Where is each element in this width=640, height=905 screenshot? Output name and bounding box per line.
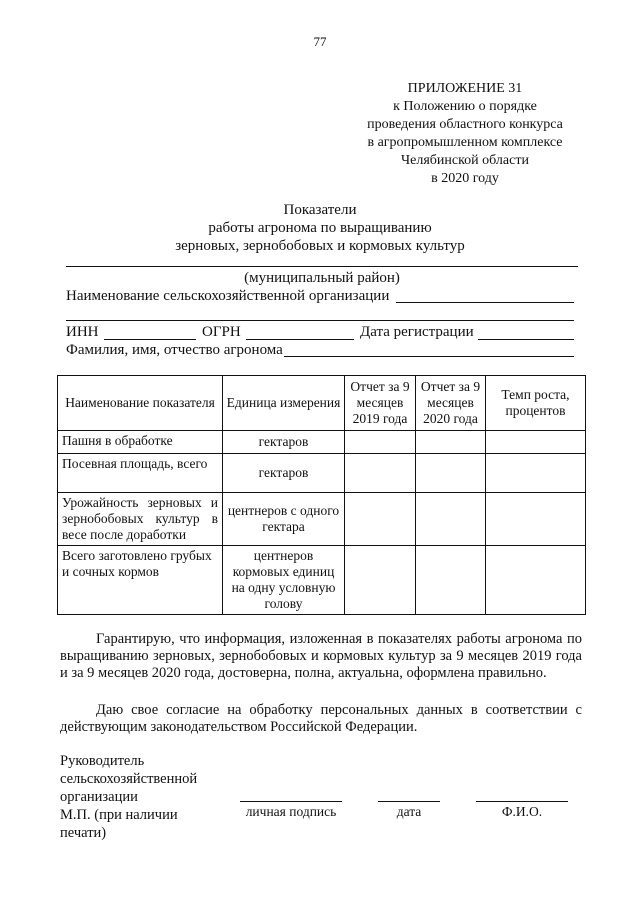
header-unit: Единица измерения bbox=[223, 376, 345, 431]
value-2019-cell[interactable] bbox=[345, 493, 416, 546]
reg-date-field[interactable] bbox=[478, 339, 574, 340]
agronomist-field[interactable] bbox=[284, 356, 574, 357]
header-indicator: Наименование показателя bbox=[58, 376, 223, 431]
appendix-line: в агропромышленном комплексе bbox=[367, 135, 563, 150]
municipal-district-caption: (муниципальный район) bbox=[244, 270, 400, 286]
unit-cell: гектаров bbox=[223, 431, 345, 454]
date-field[interactable] bbox=[378, 801, 440, 802]
value-2020-cell[interactable] bbox=[416, 493, 486, 546]
unit-cell: центнеров кормовых единиц на одну условную голову bbox=[223, 546, 345, 615]
guarantee-paragraph: Гарантирую, что информация, изложенная в показателях работы агронома по выращиванию зерновых, зернобобовых и кормовых культур за 9 месяцев 2019 года и за 9 месяцев 2020 года, достоверна, полна, актуальна, оформлена правильно. bbox=[60, 631, 582, 681]
indicator-cell: Посевная площадь, всего bbox=[58, 454, 223, 493]
appendix-line: к Положению о порядке bbox=[393, 99, 537, 114]
unit-cell: гектаров bbox=[223, 454, 345, 493]
signature-head-line: организации bbox=[60, 789, 138, 805]
signature-head-line: сельскохозяйственной bbox=[60, 771, 198, 787]
value-2019-cell[interactable] bbox=[345, 546, 416, 615]
ogrn-field[interactable] bbox=[246, 339, 354, 340]
appendix-line: проведения областного конкурса bbox=[367, 117, 563, 132]
date-label: дата bbox=[396, 804, 422, 819]
growth-rate-cell[interactable] bbox=[486, 431, 586, 454]
signature-head-block bbox=[60, 752, 197, 842]
header-report-2019: Отчет за 9 месяцев 2019 года bbox=[345, 376, 416, 431]
reg-date-label: Дата регистрации bbox=[360, 324, 474, 340]
title-line: Показатели bbox=[283, 202, 357, 218]
unit-cell: центнеров с одного гектара bbox=[223, 493, 345, 546]
signature-head-line: печати) bbox=[60, 825, 107, 841]
org-name-label: Наименование сельскохозяйственной организации bbox=[66, 288, 390, 304]
growth-rate-cell[interactable] bbox=[486, 546, 586, 615]
title-line: работы агронома по выращиванию bbox=[208, 220, 432, 236]
table-row bbox=[58, 546, 586, 615]
table-row bbox=[58, 454, 586, 493]
table-row bbox=[58, 493, 586, 546]
indicator-cell: Всего заготовлено грубых и сочных кормов bbox=[58, 546, 223, 615]
personal-signature-field[interactable] bbox=[240, 801, 342, 802]
ogrn-label: ОГРН bbox=[202, 324, 241, 340]
consent-paragraph: Даю свое согласие на обработку персональных данных в соответствии с действующим законодательством Российской Федерации. bbox=[60, 702, 582, 735]
page-number: 77 bbox=[313, 34, 327, 49]
value-2020-cell[interactable] bbox=[416, 546, 486, 615]
fio-field[interactable] bbox=[476, 801, 568, 802]
header-report-2020: Отчет за 9 месяцев 2020 года bbox=[416, 376, 486, 431]
agronomist-label: Фамилия, имя, отчество агронома bbox=[66, 342, 283, 358]
signature-head-line: М.П. (при наличии bbox=[60, 807, 178, 823]
indicator-cell: Урожайность зерновых и зернобобовых культур в весе после доработки bbox=[58, 493, 223, 546]
title-line: зерновых, зернобобовых и кормовых культур bbox=[175, 238, 465, 254]
growth-rate-cell[interactable] bbox=[486, 454, 586, 493]
value-2019-cell[interactable] bbox=[345, 431, 416, 454]
header-growth-rate: Темп роста, процентов bbox=[486, 376, 586, 431]
appendix-line: ПРИЛОЖЕНИЕ 31 bbox=[407, 81, 523, 96]
fio-label: Ф.И.О. bbox=[501, 804, 543, 819]
document-title bbox=[0, 201, 640, 255]
indicators-table bbox=[57, 375, 586, 615]
appendix-line: Челябинской области bbox=[401, 153, 529, 168]
inn-field[interactable] bbox=[104, 339, 196, 340]
personal-signature-label: личная подпись bbox=[245, 804, 337, 819]
table-header-row bbox=[58, 376, 586, 431]
value-2019-cell[interactable] bbox=[345, 454, 416, 493]
municipal-district-field[interactable] bbox=[66, 266, 578, 267]
table-row bbox=[58, 431, 586, 454]
inn-label: ИНН bbox=[66, 324, 99, 340]
indicator-cell: Пашня в обработке bbox=[58, 431, 223, 454]
org-name-field[interactable] bbox=[396, 302, 574, 303]
value-2020-cell[interactable] bbox=[416, 431, 486, 454]
growth-rate-cell[interactable] bbox=[486, 493, 586, 546]
value-2020-cell[interactable] bbox=[416, 454, 486, 493]
appendix-line: в 2020 году bbox=[431, 171, 499, 186]
signature-head-line: Руководитель bbox=[60, 753, 145, 769]
appendix-header bbox=[340, 80, 590, 188]
org-name-field-continued[interactable] bbox=[66, 320, 574, 321]
